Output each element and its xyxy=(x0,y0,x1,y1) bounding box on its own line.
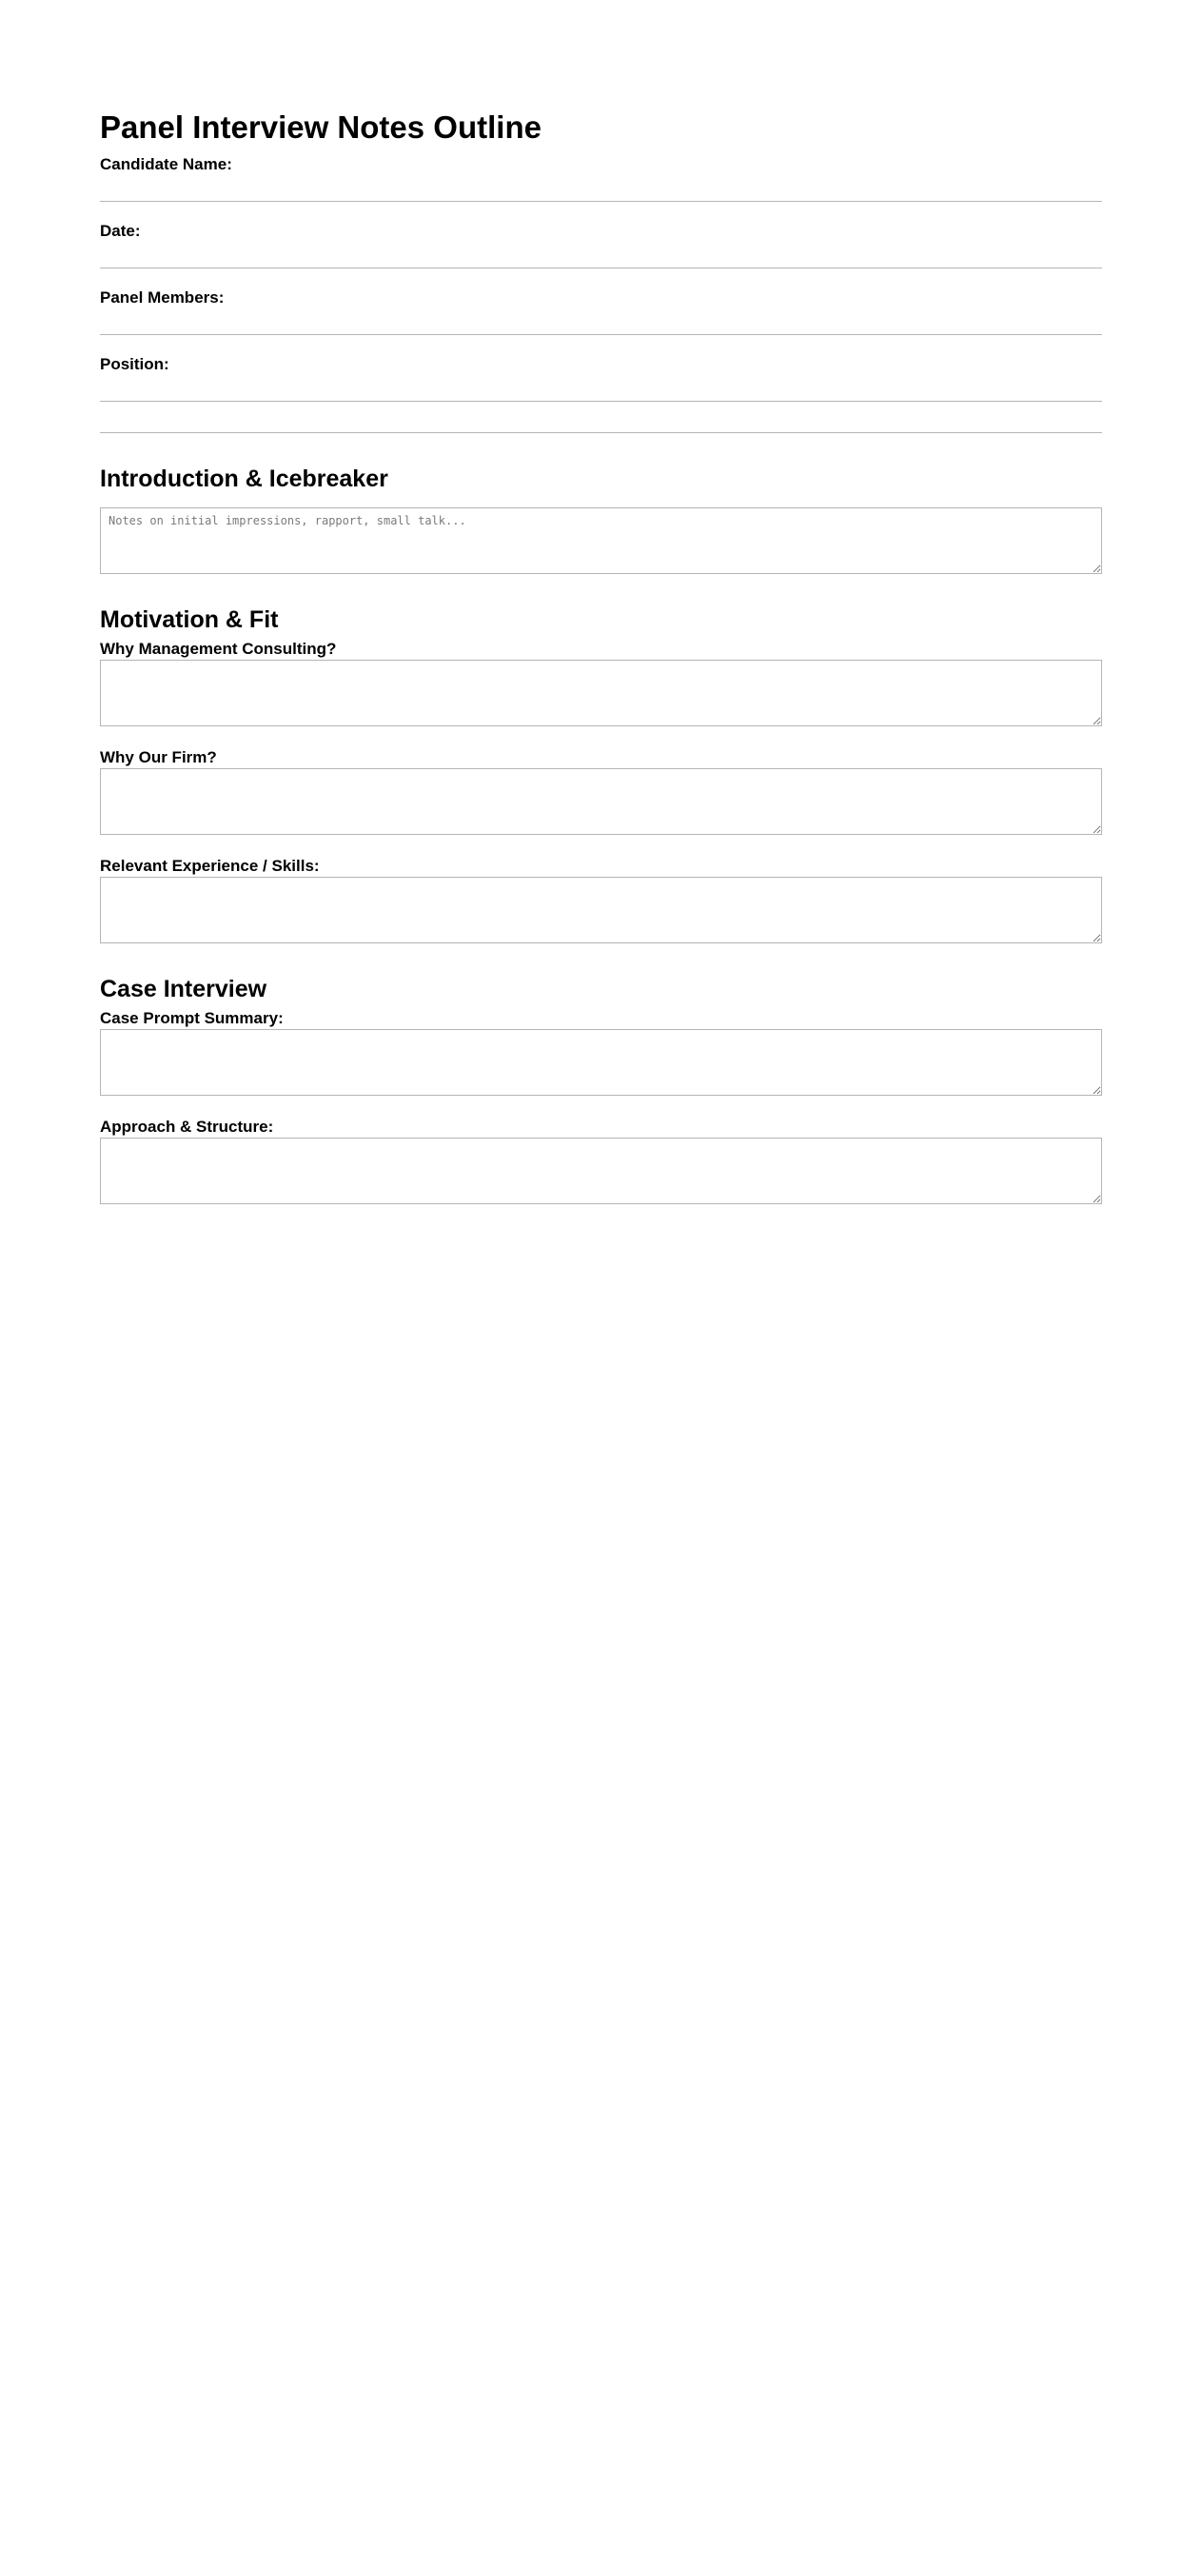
why-our-firm-label: Why Our Firm? xyxy=(100,748,217,766)
intro-notes-textarea[interactable] xyxy=(100,507,1102,574)
position-input[interactable] xyxy=(100,375,1102,402)
intro-heading: Introduction & Icebreaker xyxy=(100,466,388,492)
panel-members-input[interactable] xyxy=(100,308,1102,335)
why-consulting-textarea[interactable] xyxy=(100,660,1102,726)
position-field xyxy=(100,354,1102,402)
case-section xyxy=(100,974,1102,1204)
position-label: Position: xyxy=(100,355,169,373)
approach-structure-label: Approach & Structure: xyxy=(100,1118,274,1136)
case-prompt-field xyxy=(100,1008,1102,1096)
why-consulting-label: Why Management Consulting? xyxy=(100,640,337,658)
candidate-name-label: Candidate Name: xyxy=(100,155,232,173)
why-our-firm-textarea[interactable] xyxy=(100,768,1102,835)
motivation-section xyxy=(100,604,1102,943)
page-title: Panel Interview Notes Outline xyxy=(100,109,542,145)
relevant-experience-field xyxy=(100,856,1102,943)
approach-structure-textarea[interactable] xyxy=(100,1138,1102,1204)
approach-structure-field xyxy=(100,1117,1102,1204)
motivation-heading: Motivation & Fit xyxy=(100,606,279,633)
candidate-name-input[interactable] xyxy=(100,175,1102,202)
panel-members-label: Panel Members: xyxy=(100,288,225,307)
panel-members-field xyxy=(100,287,1102,335)
relevant-experience-textarea[interactable] xyxy=(100,877,1102,943)
relevant-experience-label: Relevant Experience / Skills: xyxy=(100,857,320,875)
case-prompt-label: Case Prompt Summary: xyxy=(100,1009,284,1027)
date-field xyxy=(100,221,1102,268)
case-prompt-textarea[interactable] xyxy=(100,1029,1102,1096)
case-heading: Case Interview xyxy=(100,976,267,1002)
candidate-name-field xyxy=(100,154,1102,202)
date-label: Date: xyxy=(100,222,141,240)
notes-form xyxy=(100,107,1102,1204)
section-divider xyxy=(100,432,1102,433)
date-input[interactable] xyxy=(100,242,1102,268)
why-our-firm-field xyxy=(100,747,1102,835)
why-consulting-field xyxy=(100,639,1102,726)
intro-section xyxy=(100,464,1102,574)
header-fields xyxy=(100,154,1102,402)
